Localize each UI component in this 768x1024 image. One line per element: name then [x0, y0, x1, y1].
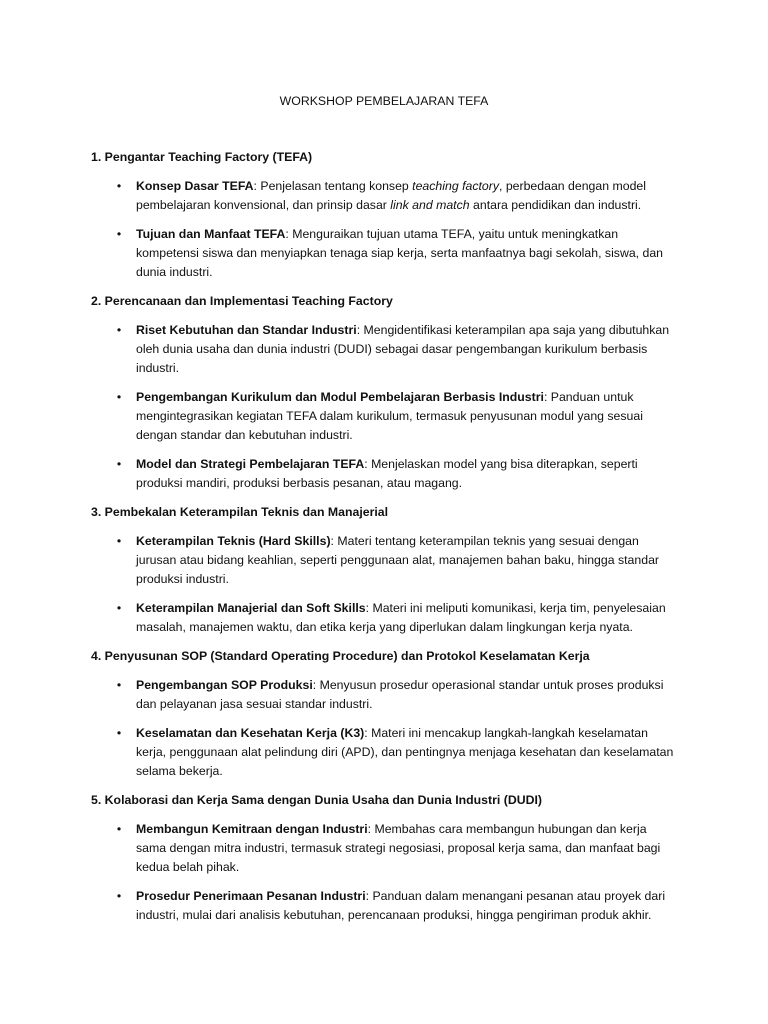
item-term: Model dan Strategi Pembelajaran TEFA — [136, 457, 365, 471]
item-term: Riset Kebutuhan dan Standar Industri — [136, 323, 357, 337]
item-description-italic: teaching factory — [412, 179, 499, 193]
item-term: Pengembangan SOP Produksi — [136, 678, 313, 692]
section-3 — [0, 503, 768, 637]
item-description-italic: link and match — [390, 198, 470, 212]
bullet-list — [0, 177, 768, 282]
section-heading: 2. Perencanaan dan Implementasi Teaching Factory — [91, 294, 393, 308]
item-description: : Materi ini meliputi komunikasi, kerja tim, penyelesaian masalah, manajemen waktu, dan etika kerja yang diperlukan dalam lingkungan kerja nyata. — [136, 601, 666, 634]
list-item — [116, 455, 678, 493]
item-description: , perbedaan dengan model pembelajaran konvensional, dan prinsip dasar — [136, 179, 646, 212]
list-item — [116, 225, 678, 282]
list-item — [116, 820, 678, 877]
item-description: : Menguraikan tujuan utama TEFA, yaitu untuk meningkatkan kompetensi siswa dan menyiapkan tenaga siap kerja, serta manfaatnya bagi sekolah, siswa, dan dunia industri. — [136, 227, 664, 279]
section-heading: 5. Kolaborasi dan Kerja Sama dengan Dunia Usaha dan Dunia Industri (DUDI) — [91, 793, 542, 807]
bullet-dot-icon: • — [116, 227, 122, 241]
bullet-list — [0, 820, 768, 925]
section-2 — [0, 292, 768, 493]
list-item — [116, 321, 678, 378]
item-term: Keterampilan Teknis (Hard Skills) — [136, 534, 331, 548]
item-description: : Panduan untuk mengintegrasikan kegiatan TEFA dalam kurikulum, termasuk penyusunan modul yang sesuai dengan standar dan kebutuhan industri. — [136, 390, 643, 442]
item-term: Keselamatan dan Kesehatan Kerja (K3) — [136, 726, 365, 740]
section-1 — [0, 148, 768, 282]
item-term: Membangun Kemitraan dengan Industri — [136, 822, 368, 836]
item-description: : Penjelasan tentang konsep — [253, 179, 413, 193]
item-description: : Menjelaskan model yang bisa diterapkan, seperti produksi mandiri, produksi berbasis pesanan, atau magang. — [136, 457, 638, 490]
item-description: : Menyusun prosedur operasional standar untuk proses produksi dan pelayanan jasa sesuai standar industri. — [136, 678, 664, 711]
bullet-dot-icon: • — [116, 457, 122, 471]
item-term: Tujuan dan Manfaat TEFA — [136, 227, 286, 241]
item-description: : Materi tentang keterampilan teknis yang sesuai dengan jurusan atau bidang keahlian, seperti penggunaan alat, manajemen bahan baku, hingga standar produksi industri. — [136, 534, 660, 586]
bullet-list — [0, 321, 768, 493]
section-5 — [0, 791, 768, 925]
item-term: Pengembangan Kurikulum dan Modul Pembelajaran Berbasis Industri — [136, 390, 544, 404]
item-description: : Membahas cara membangun hubungan dan kerja sama dengan mitra industri, termasuk strategi negosiasi, proposal kerja sama, dan manfaat bagi kedua belah pihak. — [136, 822, 661, 874]
item-term: Prosedur Penerimaan Pesanan Industri — [136, 889, 366, 903]
section-heading: 1. Pengantar Teaching Factory (TEFA) — [91, 150, 313, 164]
document-title: WORKSHOP PEMBELAJARAN TEFA — [279, 94, 489, 108]
list-item — [116, 177, 678, 215]
bullet-dot-icon: • — [116, 678, 122, 692]
item-description: : Mengidentifikasi keterampilan apa saja yang dibutuhkan oleh dunia usaha dan dunia industri (DUDI) sebagai dasar pengembangan kurikulum berbasis industri. — [136, 323, 670, 375]
bullet-list — [0, 676, 768, 781]
list-item — [116, 388, 678, 445]
list-item — [116, 599, 678, 637]
list-item — [116, 724, 678, 781]
item-term: Keterampilan Manajerial dan Soft Skills — [136, 601, 366, 615]
section-4 — [0, 647, 768, 781]
list-item — [116, 887, 678, 925]
bullet-dot-icon: • — [116, 726, 122, 740]
bullet-dot-icon: • — [116, 822, 122, 836]
bullet-dot-icon: • — [116, 390, 122, 404]
list-item — [116, 532, 678, 589]
item-description: antara pendidikan dan industri. — [469, 198, 642, 212]
section-heading: 3. Pembekalan Keterampilan Teknis dan Manajerial — [91, 505, 389, 519]
item-description: : Panduan dalam menangani pesanan atau proyek dari industri, mulai dari analisis kebutuhan, perencanaan produksi, hingga pengiriman produk akhir. — [136, 889, 666, 922]
section-heading: 4. Penyusunan SOP (Standard Operating Procedure) dan Protokol Keselamatan Kerja — [91, 649, 590, 663]
bullet-dot-icon: • — [116, 534, 122, 548]
list-item — [116, 676, 678, 714]
bullet-dot-icon: • — [116, 323, 122, 337]
bullet-dot-icon: • — [116, 889, 122, 903]
document-body — [0, 148, 768, 925]
item-term: Konsep Dasar TEFA — [136, 179, 254, 193]
bullet-dot-icon: • — [116, 179, 122, 193]
item-description: : Materi ini mencakup langkah-langkah keselamatan kerja, penggunaan alat pelindung diri (APD), dan pentingnya menjaga kesehatan dan keselamatan selama bekerja. — [136, 726, 674, 778]
bullet-list — [0, 532, 768, 637]
bullet-dot-icon: • — [116, 601, 122, 615]
